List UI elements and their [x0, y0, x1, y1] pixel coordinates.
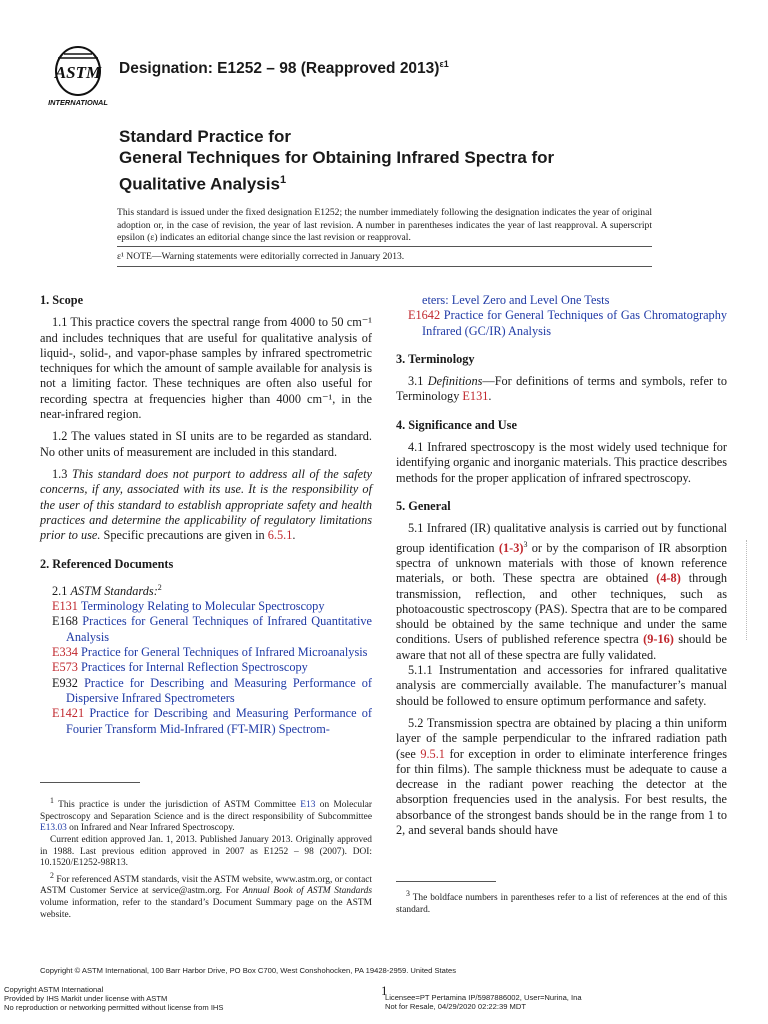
para-3-1-num: 3.1: [408, 374, 428, 389]
fn2-b: volume information, refer to the standard’s Document Summary page on the ASTM website.: [40, 898, 372, 920]
divider: [117, 246, 652, 247]
p5-1-a: 5.1 Infrared (IR) qualitative analysis is carried out by functional group identification: [396, 521, 727, 555]
title-sup: 1: [279, 174, 287, 186]
designation-sup: ε1: [439, 59, 449, 69]
ref-title[interactable]: Practices for Internal Reflection Spectroscopy: [81, 660, 308, 675]
footnote-2: [40, 870, 372, 922]
ref-continuation: [396, 293, 727, 308]
fn2-a: For referenced ASTM standards, visit the ASTM website, www.astm.org, or contact ASTM Customer Service at service@astm.org. For: [40, 874, 372, 897]
para-5-1-1: 5.1.1 Instrumentation and accessories for infrared qualitative analysis are commercially available. The manufacturer’s manual should be followed to ensure optimum performance and safety.: [396, 663, 727, 708]
fn1-b: on Molecular Spectroscopy and Separation Science and is the direct responsibility of Subcommittee: [40, 800, 372, 822]
reference-item: [40, 676, 372, 707]
reference-link[interactable]: (9-16): [643, 632, 674, 647]
para-1-3-num: 1.3: [52, 466, 72, 481]
section-link[interactable]: 9.5.1: [420, 746, 445, 761]
left-column: [40, 293, 372, 737]
designation: [119, 59, 449, 78]
reference-item: [40, 660, 372, 675]
ref-code[interactable]: E168: [52, 614, 78, 629]
subcommittee-link[interactable]: E13.03: [40, 823, 67, 834]
fn2-italic: Annual Book of ASTM Standards: [242, 886, 372, 897]
general-heading: 5. General: [396, 498, 451, 513]
title-line-1: Standard Practice for: [119, 127, 291, 146]
divider: [117, 266, 652, 267]
terminology-heading: 3. Terminology: [396, 351, 475, 366]
license-line-3: No reproduction or networking permitted without license from IHS: [4, 1003, 224, 1012]
fn1-a: This practice is under the jurisdiction of ASTM Committee: [53, 800, 301, 811]
reference-link[interactable]: (4-8): [656, 571, 681, 586]
refdocs-heading: 2. Referenced Documents: [40, 557, 174, 572]
fn3-text: The boldface numbers in parentheses refer to a list of references at the end of this standard.: [396, 893, 727, 915]
title-line-2: General Techniques for Obtaining Infrared Spectra for: [119, 148, 555, 167]
license-right: [385, 993, 582, 1011]
para-1-2: 1.2 The values stated in SI units are to be regarded as standard. No other units of measurement are included in this standard.: [40, 429, 372, 459]
p5-1-b: or by the comparison of IR absorption spectra of unknown materials with those of known reference materials, or both. These spectra are obtained: [396, 540, 727, 586]
title-line-3: Qualitative Analysis: [119, 174, 280, 194]
astm-standards-italic: ASTM Standards:: [70, 583, 158, 598]
terminology-link[interactable]: E131: [462, 389, 489, 404]
reference-link[interactable]: (1-3): [498, 540, 524, 555]
ref-title[interactable]: Practice for General Techniques of Gas Chromatography Infrared (GC/IR) Analysis: [422, 308, 728, 338]
margin-mark: [746, 540, 750, 640]
para-3-1-text: —For definitions of terms and symbols, refer to Terminology: [396, 374, 727, 404]
safety-statement: This standard does not purport to address all of the safety concerns, if any, associated with its use. It is the responsibility of the user of this standard to establish appropriate safety and health practices and determine the applicability of regulatory limitations prior to use.: [40, 466, 372, 543]
p5-2-b: for exception in order to eliminate interference fringes for thin films). The sample thickness must be adequate to cause a decrease in the radiant power reaching the detector at the absorption frequencies used in the analysis. For best results, the absorbance of the strongest bands should be in the range from 1 to 2, and several bands should have: [396, 746, 727, 837]
scope-heading: 1. Scope: [40, 293, 84, 307]
fn2-sup: 2: [50, 870, 54, 880]
para-4-1: 4.1 Infrared spectroscopy is the most widely used technique for identifying organic and inorganic materials. This practice describes methods for the proper application of infrared spectroscopy.: [396, 440, 727, 485]
designation-text: Designation: E1252 – 98 (Reapproved 2013): [119, 60, 440, 78]
logo-text: ASTM: [54, 63, 102, 82]
title-line-3-wrap: [119, 169, 554, 196]
para-1-3-end: .: [292, 528, 296, 543]
reference-list: [40, 599, 372, 737]
para-1-3: [40, 467, 372, 543]
reference-item: [40, 706, 372, 737]
ref-code[interactable]: E573: [52, 660, 78, 675]
standard-note: This standard is issued under the fixed designation E1252; the number immediately following the designation indicates the year of original adoption or, in the case of revision, the year of last revision. A number in parentheses indicates the year of last reapproval. A superscript epsilon (ε) indicates an editorial change since the last revision or reapproval.: [117, 207, 652, 244]
committee-link[interactable]: E13: [300, 800, 316, 811]
para-5-2: [396, 716, 727, 838]
ref-code[interactable]: E131: [52, 599, 78, 614]
astm-standards-sup: 2: [157, 582, 162, 592]
astm-standards-label: [40, 580, 372, 599]
ref-code[interactable]: E932: [52, 675, 78, 690]
p5-1-c: through transmission, reflection, and other techniques, such as photoacoustic spectroscopy (PAS). Spectra that are to be compared should be obtained by the same technique and under the same conditions. Users of published reference spectra: [396, 571, 728, 647]
resale-line: Not for Resale, 04/29/2020 02:22:39 MDT: [385, 1002, 526, 1011]
para-1-1: 1.1 This practice covers the spectral range from 4000 to 50 cm⁻¹ and includes techniques that are useful for qualitative analysis of liquid-, solid-, and vapor-phase samples by infrared spectrometric techniques for which the amount of sample available for analysis is not a limiting factor. These techniques are often also useful for recording spectra at frequencies higher than 4000 cm⁻¹, in the near-infrared region.: [40, 315, 372, 422]
ref-title[interactable]: Practice for Describing and Measuring Performance of Dispersive Infrared Spectrometers: [66, 675, 372, 705]
footnote-divider: [40, 782, 140, 783]
editorial-note: ε¹ NOTE—Warning statements were editorially corrected in January 2013.: [117, 251, 405, 262]
footnote-3: [396, 888, 727, 916]
page-number: 1: [381, 983, 388, 998]
right-column: [396, 293, 727, 838]
fn3-sup: 3: [406, 889, 410, 898]
section-link[interactable]: 6.5.1: [267, 528, 293, 543]
para-3-1: [396, 374, 727, 405]
license-left: [4, 985, 223, 1012]
license-line-2: Provided by IHS Markit under license with ASTM: [4, 994, 168, 1003]
ref-title[interactable]: Practice for General Techniques of Infrared Microanalysis: [81, 645, 368, 660]
licensee-line: Licensee=PT Pertamina IP/5987886002, User=Nurina, Ina: [385, 993, 582, 1002]
para-5-1: [396, 521, 727, 663]
ref-code[interactable]: E1421: [52, 706, 85, 721]
fn1-c: on Infrared and Near Infrared Spectroscopy.: [66, 823, 235, 834]
para-1-3-rest: Specific precautions are given in: [100, 528, 268, 543]
significance-heading: 4. Significance and Use: [396, 417, 517, 432]
footnote-1-edition: Current edition approved Jan. 1, 2013. Published January 2013. Originally approved in 1988. Last previous edition approved in 2007 as E1252 – 98 (2007). DOI: 10.1520/E1252-98R13.: [40, 834, 372, 869]
right-footnotes: [396, 888, 727, 916]
license-line-1: Copyright ASTM International: [4, 985, 104, 994]
para-3-1-end: .: [488, 389, 492, 404]
reference-item: [40, 645, 372, 660]
reference-item: [40, 614, 372, 645]
document-title: [119, 126, 554, 196]
ref-e1642: [396, 308, 727, 339]
ref-continuation-text[interactable]: eters: Level Zero and Level One Tests: [422, 293, 610, 307]
footnote-1: [40, 795, 372, 835]
ref-title[interactable]: Practice for Describing and Measuring Performance of Fourier Transform Mid-Infrared (FT-MIR) Spectrom-: [66, 706, 372, 736]
fn1-sup: 1: [50, 796, 54, 805]
ref-title[interactable]: Practices for General Techniques of Infrared Quantitative Analysis: [66, 614, 372, 644]
p5-1-sup: 3: [523, 539, 528, 549]
ref-code[interactable]: E1642: [408, 308, 441, 323]
ref-title[interactable]: Terminology Relating to Molecular Spectroscopy: [80, 599, 325, 614]
ref-code[interactable]: E334: [52, 645, 78, 660]
p5-1-d: should be aware that not all of these spectra are fully validated.: [396, 632, 727, 662]
footnote-divider: [396, 881, 496, 882]
p5-2-a: 5.2 Transmission spectra are obtained by placing a thin uniform layer of the sample perpendicular to the infrared radiation path (see: [396, 715, 727, 761]
astm-logo: [44, 44, 112, 108]
copyright-line: Copyright © ASTM International, 100 Barr Harbor Drive, PO Box C700, West Conshohocken, PA 19428-2959. United States: [40, 966, 457, 975]
left-footnotes: [40, 795, 372, 921]
logo-subtext: INTERNATIONAL: [48, 98, 108, 107]
definitions-label: Definitions: [427, 374, 483, 389]
astm-standards-num: 2.1: [52, 583, 71, 598]
reference-item: [40, 599, 372, 614]
